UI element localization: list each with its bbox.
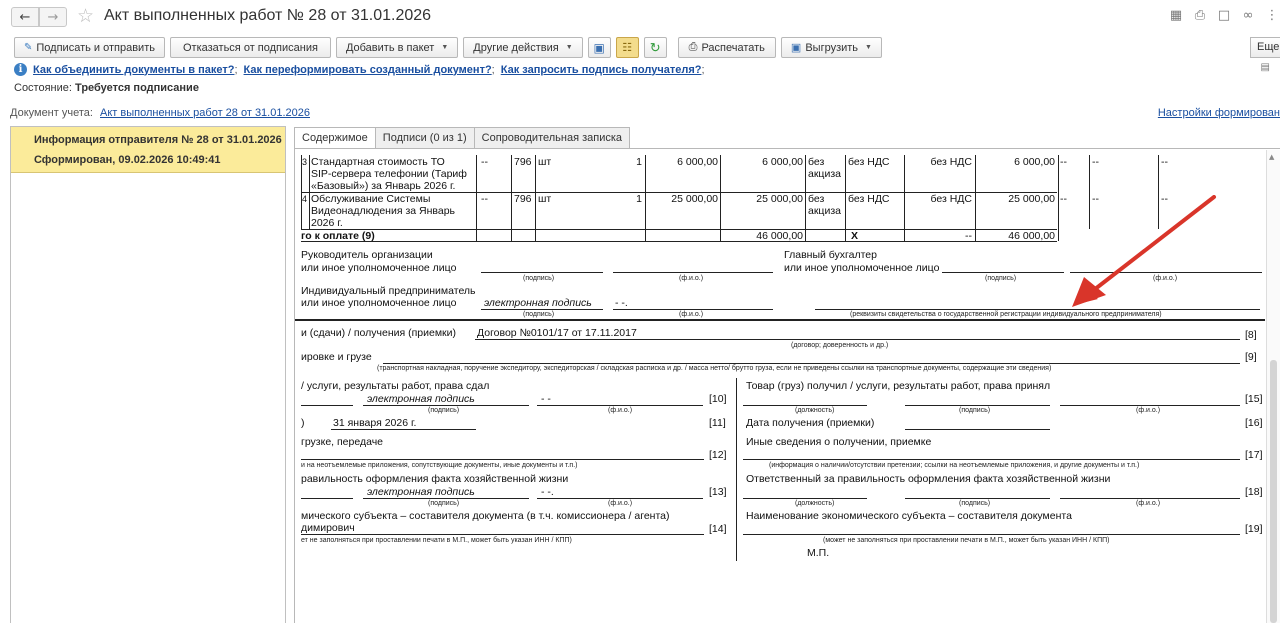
- sign-line: [1060, 405, 1240, 406]
- refresh-button[interactable]: [644, 37, 667, 58]
- tab-bar: [294, 127, 629, 149]
- help-link-package[interactable]: Как объединить документы в пакет?: [33, 63, 235, 76]
- link-icon[interactable]: ∞: [1242, 8, 1254, 23]
- sign-line: [537, 405, 703, 406]
- cell-vat: без НДС: [930, 156, 972, 168]
- other-info-label: грузке, передаче: [301, 436, 384, 448]
- cell-sum: 6 000,00: [762, 156, 803, 168]
- cell-name: Обслуживание Системы: [311, 193, 431, 205]
- sign-line: [743, 405, 867, 406]
- tab-content[interactable]: Содержимое: [294, 127, 376, 149]
- sign-send-label: Подписать и отправить: [36, 41, 155, 54]
- basis-hint: (договор; доверенность и др.): [791, 342, 889, 349]
- window-actions: [1168, 8, 1280, 24]
- table-line: [309, 155, 310, 229]
- floppy-disk-icon: ▣: [593, 40, 605, 55]
- sign-line: [905, 498, 1050, 499]
- menu-dots-icon[interactable]: ⋮: [1265, 8, 1279, 23]
- sign-line: [942, 272, 1064, 273]
- save-disk-button[interactable]: [588, 37, 611, 58]
- status-value: Требуется подписание: [75, 82, 199, 94]
- cell-code: 796: [514, 156, 532, 168]
- ref-15: [15]: [1245, 393, 1263, 405]
- podpis-hint: (подпись): [985, 275, 1017, 282]
- basis-line: [475, 339, 1240, 340]
- entity-value: димирович: [301, 522, 355, 534]
- cell-qty: 1: [636, 193, 642, 205]
- window-title: Акт выполненных работ № 28 от 31.01.2026: [104, 7, 432, 24]
- cell-sum: 25 000,00: [756, 193, 803, 205]
- cell-price: 6 000,00: [677, 156, 718, 168]
- list-item-title: Информация отправителя № 28 от 31.01.2026: [34, 134, 282, 146]
- help-links: [14, 63, 705, 76]
- table-line: [845, 155, 846, 241]
- cell-country-name: --: [1092, 156, 1099, 168]
- sign-line: [301, 498, 353, 499]
- stamp-place: М.П.: [807, 547, 830, 559]
- cell-n: 3: [302, 157, 308, 167]
- cell-code: 796: [514, 193, 532, 205]
- cell-name: «Базовый») за Январь 2026 г.: [311, 180, 456, 192]
- receive-label: Товар (груз) получил / услуги, результаты работ, права принял: [746, 380, 1051, 392]
- refuse-sign-button[interactable]: [170, 37, 331, 58]
- accountant-label: Главный бухгалтер: [784, 249, 877, 261]
- cell-declaration: --: [1161, 156, 1168, 168]
- total-all: 46 000,00: [1008, 230, 1055, 242]
- responsible-fio: - -.: [541, 486, 554, 498]
- rekv-hint: (реквизиты свидетельства о государственной регистрации индивидуального предпринимателя): [850, 311, 1162, 318]
- help-sep: ;: [701, 63, 705, 76]
- help-sep: ;: [234, 63, 238, 76]
- cell-name: 2026 г.: [311, 217, 343, 229]
- table-line: [720, 155, 721, 241]
- title-bar: [0, 0, 1280, 34]
- sign-line: [613, 272, 773, 273]
- tab-signatures[interactable]: Подписи (0 из 1): [375, 127, 475, 148]
- table-line: [511, 155, 512, 241]
- help-sep: ;: [491, 63, 495, 76]
- sign-line: [363, 498, 529, 499]
- entity-hint: ет не заполняться при проставлении печати в М.П., может быть указан ИНН / КПП): [301, 537, 572, 544]
- back-arrow-icon[interactable]: ←: [11, 7, 39, 27]
- cell-n: 4: [302, 194, 308, 204]
- head-label: Руководитель организации: [301, 249, 433, 261]
- cell-qty: 1: [636, 156, 642, 168]
- sign-line: [613, 309, 773, 310]
- sign-line: [331, 429, 476, 430]
- print-label: Распечатать: [701, 41, 765, 54]
- ref-9: [9]: [1245, 351, 1257, 363]
- other-actions-label: Другие действия: [473, 41, 559, 54]
- fio-hint: (ф.и.о.): [608, 500, 633, 507]
- esign-text: электронная подпись: [367, 486, 475, 498]
- receive-info-hint: (информация о наличии/отсутствии претензии; ссылки на неотъемлемые приложения, и другие документы и т.п.): [769, 462, 1140, 469]
- cell-excise: без: [808, 156, 825, 168]
- table-line: [1058, 155, 1059, 241]
- sign-line: [743, 534, 1240, 535]
- ip-label-2: или иное уполномоченное лицо: [301, 297, 457, 309]
- cell-country-name: --: [1092, 193, 1099, 205]
- cell-country: --: [1060, 156, 1067, 168]
- cell-excise: акциза: [808, 168, 841, 180]
- scrollbar-thumb[interactable]: [1270, 360, 1277, 623]
- cell-excise: акциза: [808, 205, 841, 217]
- structure-button[interactable]: [616, 37, 639, 58]
- fio-hint: (ф.и.о.): [1136, 407, 1161, 414]
- section-divider: [295, 319, 1265, 321]
- cell-dash: --: [481, 193, 488, 205]
- total-label: го к оплате (9): [301, 230, 375, 242]
- fio-hint: (ф.и.о.): [679, 275, 704, 282]
- document-list: [10, 126, 286, 623]
- table-line: [904, 155, 905, 241]
- cell-total: 6 000,00: [1014, 156, 1055, 168]
- podpis-hint: (подпись): [959, 500, 991, 507]
- chevron-down-icon: ▼: [441, 44, 449, 51]
- dolzh-hint: (должность): [795, 407, 835, 414]
- ref-13: [13]: [709, 486, 727, 498]
- cell-unit: шт: [538, 193, 552, 205]
- ip-label: Индивидуальный предприниматель: [301, 285, 476, 297]
- command-bar: [14, 37, 882, 59]
- transport-line: [383, 363, 1240, 364]
- sign-line: [301, 405, 353, 406]
- cell-country: --: [1060, 193, 1067, 205]
- sign-line: [481, 272, 603, 273]
- podpis-hint: (подпись): [959, 407, 991, 414]
- fio-hint: (ф.и.о.): [1153, 275, 1178, 282]
- podpis-hint: (подпись): [523, 311, 555, 318]
- sign-line: [1060, 498, 1240, 499]
- table-line: [535, 155, 536, 241]
- printer-icon: ⎙: [688, 41, 698, 53]
- basis-value: Договор №0101/17 от 17.11.2017: [477, 327, 637, 339]
- chevron-down-icon: ▼: [865, 44, 872, 51]
- podpis-hint: (подпись): [428, 500, 460, 507]
- receive-info-label: Иные сведения о получении, приемке: [746, 436, 932, 448]
- info-icon: i: [14, 63, 27, 76]
- cell-unit: шт: [538, 156, 552, 168]
- cell-total: 25 000,00: [1008, 193, 1055, 205]
- status-line: [14, 82, 199, 94]
- ref-19: [19]: [1245, 523, 1263, 535]
- cell-price: 25 000,00: [671, 193, 718, 205]
- transfer-label: / услуги, результаты работ, права сдал: [301, 380, 490, 392]
- cell-name: Стандартная стоимость ТО: [311, 156, 445, 168]
- cell-declaration: --: [1161, 193, 1168, 205]
- scroll-up-icon[interactable]: ▲: [1269, 153, 1275, 161]
- chevron-down-icon: ▼: [565, 44, 573, 51]
- annotation-arrow-icon: [1068, 195, 1218, 315]
- cell-dash: --: [481, 156, 488, 168]
- sign-line: [905, 429, 1050, 430]
- doc-ref-label: Документ учета:: [10, 107, 93, 119]
- sign-line: [743, 498, 867, 499]
- table-line: [645, 155, 646, 241]
- other-info-hint: и на неотъемлемые приложения, сопутствующие документы, иные документы и т.п.): [301, 462, 578, 469]
- ref-8: [8]: [1245, 329, 1257, 341]
- cell-name: Видеонадлюдения за Январь: [311, 205, 456, 217]
- fio-hint: (ф.и.о.): [679, 311, 704, 318]
- receive-responsible-label: Ответственный за правильность оформления факта хозяйственной жизни: [746, 473, 1111, 485]
- total-sum: 46 000,00: [756, 230, 803, 242]
- more-button[interactable]: Еще: [1250, 37, 1280, 58]
- doc-ref-link[interactable]: Акт выполненных работ 28 от 31.01.2026: [100, 107, 310, 119]
- sign-line: [743, 459, 1240, 460]
- dolzh-hint: (должность): [795, 500, 835, 507]
- sign-line: [363, 405, 529, 406]
- column-divider: [736, 378, 737, 561]
- cell-vat-rate: без НДС: [848, 193, 890, 205]
- transfer-fio: - -: [541, 393, 551, 405]
- ref-14: [14]: [709, 523, 727, 535]
- head-label-2: или иное уполномоченное лицо: [301, 262, 457, 274]
- receive-date-label: Дата получения (приемки): [746, 417, 875, 429]
- sign-send-button[interactable]: [14, 37, 165, 58]
- print-button[interactable]: [678, 37, 776, 58]
- favorite-star-icon[interactable]: ☆: [77, 5, 95, 27]
- accountant-label-2: или иное уполномоченное лицо: [784, 262, 940, 274]
- export-label: Выгрузить: [805, 41, 859, 54]
- close-help-icon[interactable]: ▤: [1260, 62, 1270, 73]
- ref-17: [17]: [1245, 449, 1263, 461]
- podpis-hint: (подпись): [523, 275, 555, 282]
- table-line: [975, 155, 976, 241]
- ref-11: [11]: [709, 417, 726, 429]
- cell-excise: без: [808, 193, 825, 205]
- cell-name: SIP-сервера телефонии (Тариф: [311, 168, 467, 180]
- cell-vat-rate: без НДС: [848, 156, 890, 168]
- list-item-status: Сформирован, 09.02.2026 10:49:41: [34, 154, 221, 166]
- total-vat: --: [965, 230, 972, 242]
- print-icon[interactable]: ⎙: [1194, 8, 1206, 23]
- save-icon[interactable]: ▦: [1169, 8, 1183, 23]
- ship-date-label: ): [301, 417, 305, 429]
- responsible-label: равильность оформления факта хозяйственной жизни: [301, 473, 569, 485]
- sign-line: [481, 309, 603, 310]
- table-line: [476, 155, 477, 241]
- transport-label: ировке и грузе: [301, 351, 372, 363]
- ref-12: [12]: [709, 449, 727, 461]
- sign-line: [301, 459, 704, 460]
- add-to-package-label: Добавить в пакет: [345, 41, 435, 54]
- ip-fio-value: - -.: [615, 297, 628, 309]
- hierarchy-icon: ☷: [622, 42, 633, 54]
- export-disk-icon: ▣: [790, 42, 802, 54]
- tab-cover-note[interactable]: Сопроводительная записка: [474, 127, 630, 148]
- export-button[interactable]: [781, 37, 882, 58]
- fio-hint: (ф.и.о.): [1136, 500, 1161, 507]
- ref-16: [16]: [1245, 417, 1263, 429]
- esign-text: электронная подпись: [367, 393, 475, 405]
- preview-icon[interactable]: □: [1217, 8, 1231, 23]
- help-link-reform[interactable]: Как переформировать созданный документ?: [243, 63, 492, 76]
- sign-icon: ✎: [24, 42, 33, 53]
- ref-10: [10]: [709, 393, 727, 405]
- refuse-sign-label: Отказаться от подписания: [182, 41, 318, 54]
- receiver-entity-hint: (может не заполняться при проставлении печати в М.П., может быть указан ИНН / КПП): [823, 537, 1110, 544]
- cell-vat: без НДС: [930, 193, 972, 205]
- esign-text: электронная подпись: [484, 297, 592, 309]
- sign-line: [301, 534, 704, 535]
- receiver-entity-label: Наименование экономического субъекта – составителя документа: [746, 510, 1072, 522]
- document-ref: [10, 107, 310, 119]
- vertical-scrollbar[interactable]: [1266, 150, 1280, 623]
- refresh-icon: ↻: [649, 39, 661, 55]
- settings-link[interactable]: Настройки формирован: [1157, 107, 1280, 119]
- other-actions-button[interactable]: [463, 37, 582, 58]
- sign-line: [905, 405, 1050, 406]
- help-link-request-sign[interactable]: Как запросить подпись получателя?: [500, 63, 702, 76]
- status-label: Состояние:: [14, 82, 72, 94]
- ship-date-value: 31 января 2026 г.: [333, 417, 417, 429]
- table-line: [805, 155, 806, 241]
- podpis-hint: (подпись): [428, 407, 460, 414]
- total-x: X: [851, 230, 859, 242]
- forward-arrow-icon[interactable]: →: [39, 7, 67, 27]
- list-item[interactable]: [11, 127, 285, 173]
- basis-label: и (сдачи) / получения (приемки): [301, 327, 456, 339]
- fio-hint: (ф.и.о.): [608, 407, 633, 414]
- add-to-package-button[interactable]: [336, 37, 458, 58]
- ref-18: [18]: [1245, 486, 1263, 498]
- entity-label: мического субъекта – составителя документа (в т.ч. комиссионера / агента): [301, 510, 670, 522]
- transport-hint: (транспортная накладная, поручение экспедитору, экспедиторская / складская расписка и др. / масса нетто/ брутто груза, если не приведены ссылки на транспортные документы, содержащие эти сведения): [377, 365, 1052, 372]
- sign-line: [537, 498, 703, 499]
